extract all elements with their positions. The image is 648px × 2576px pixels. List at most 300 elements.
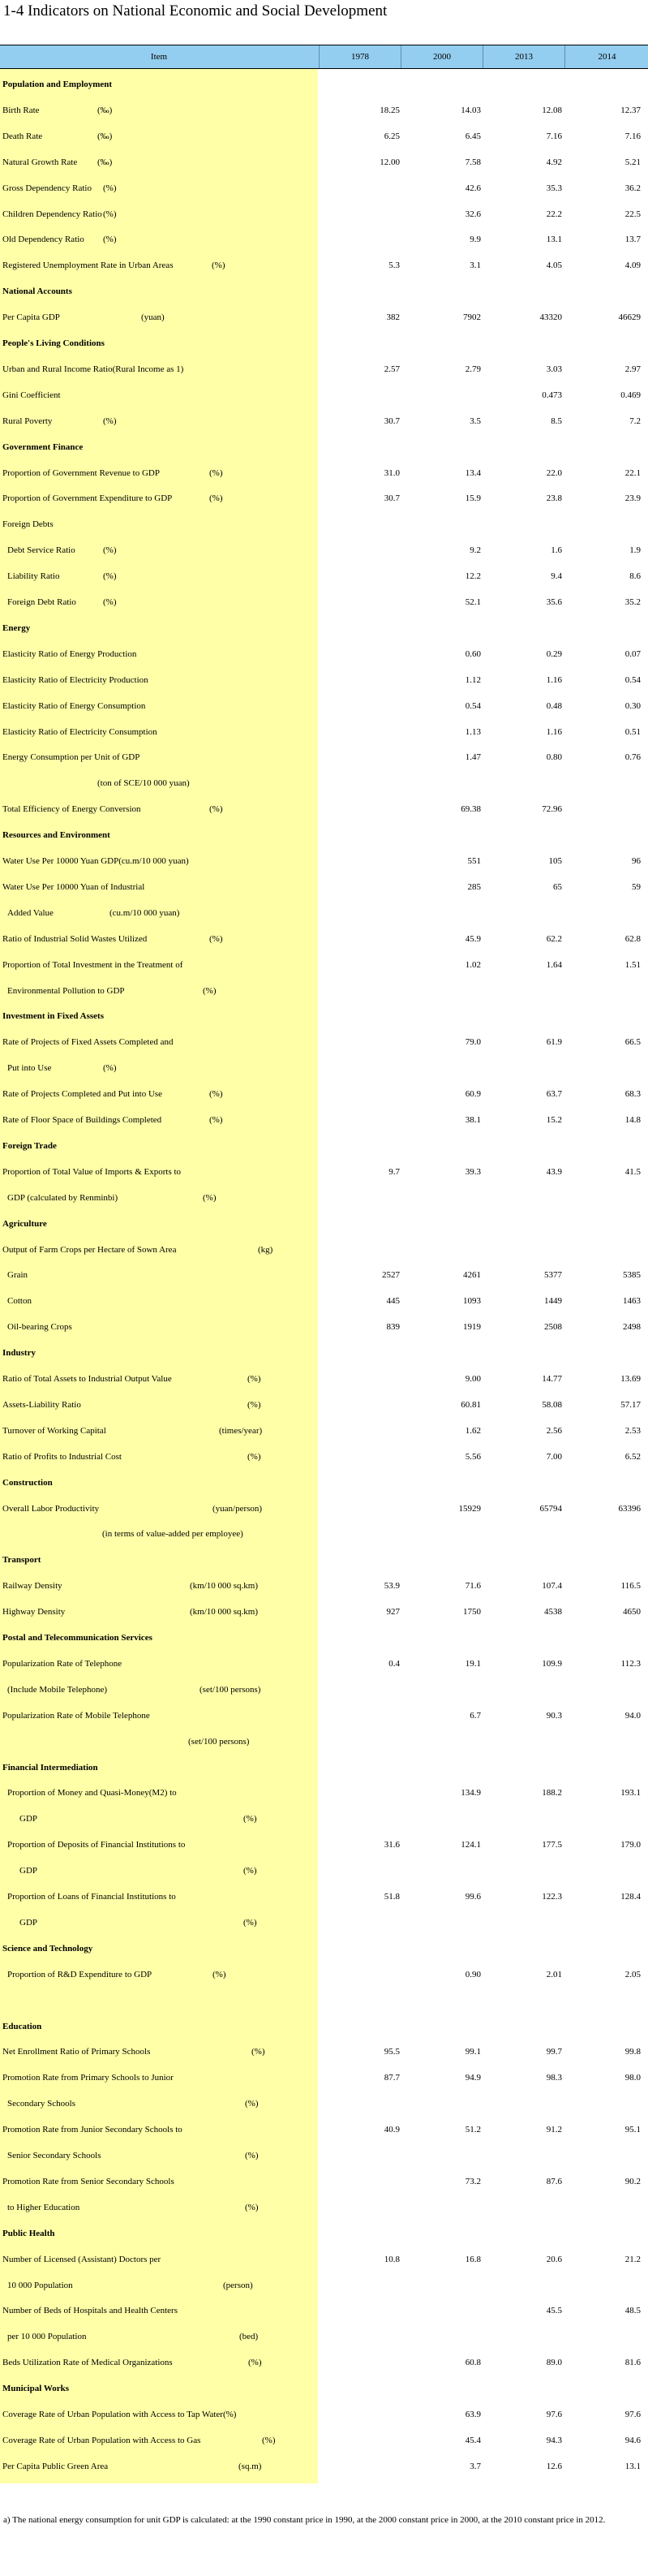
row-label: Energy Consumption per Unit of GDP [2, 752, 140, 763]
cell-2013: 22.2 [546, 209, 562, 219]
row-label: Elasticity Ratio of Electricity Consumption [2, 726, 157, 737]
row-label: Gini Coefficient [2, 390, 61, 400]
row-label: Popularization Rate of Mobile Telephone [2, 1710, 150, 1721]
row-label: Per Capita GDP [2, 312, 60, 323]
row-label: Net Enrollment Ratio of Primary Schools [2, 2047, 151, 2057]
table-row [0, 591, 648, 615]
cell-2014: 66.5 [624, 1037, 641, 1048]
table-row [0, 384, 648, 408]
row-label: Liability Ratio [7, 571, 60, 582]
cell-1978: 382 [386, 312, 400, 323]
table-row [0, 746, 648, 770]
cell-2000: 285 [467, 881, 481, 892]
cell-2014: 41.5 [624, 1166, 641, 1177]
row-label: 10 000 Population [7, 2280, 73, 2290]
table-row [0, 1781, 648, 1806]
table-row [0, 2429, 648, 2453]
cell-2013: 4538 [544, 1607, 562, 1618]
section-title: Industry [2, 1348, 36, 1359]
row-label: Per Capita Public Green Area [2, 2461, 109, 2471]
cell-2013: 2.56 [546, 1425, 562, 1436]
row-label: Children Dependency Ratio [2, 209, 102, 219]
table-row [0, 1859, 648, 1884]
row-unit: (%) [247, 1399, 261, 1410]
cell-2000: 4261 [463, 1270, 481, 1281]
row-label: Highway Density [2, 1607, 66, 1618]
row-label: Rate of Projects Completed and Put into Use [2, 1089, 163, 1100]
row-unit: (%) [209, 804, 223, 815]
table-row [0, 1574, 648, 1599]
row-label: Secondary Schools [7, 2099, 76, 2109]
cell-2000: 39.3 [465, 1166, 481, 1177]
cell-2014: 22.1 [624, 467, 641, 478]
cell-2000: 0.60 [465, 648, 481, 659]
table-row [0, 1187, 648, 1211]
cell-1978: 87.7 [384, 2073, 400, 2083]
table-row [0, 2144, 648, 2169]
cell-1978: 30.7 [384, 416, 400, 426]
cell-2014: 57.17 [620, 1399, 641, 1410]
table-row [0, 2170, 648, 2195]
section-row [0, 2015, 648, 2040]
row-unit: (%) [203, 1192, 217, 1203]
cell-2000: 1.02 [465, 959, 481, 970]
cell-2000: 15929 [458, 1503, 481, 1514]
cell-2014: 0.76 [624, 752, 641, 763]
section-title: Postal and Telecommunication Services [2, 1633, 152, 1643]
cell-2014: 68.3 [624, 1089, 641, 1100]
cell-2000: 2.79 [465, 364, 481, 374]
cell-2014: 7.2 [629, 416, 641, 426]
row-unit: (‰) [97, 157, 113, 167]
cell-1978: 0.4 [388, 1658, 400, 1669]
section-row [0, 1342, 648, 1366]
row-unit: (in terms of value-added per employee) [102, 1529, 243, 1540]
table-row [0, 1264, 648, 1288]
cell-1978: 445 [386, 1296, 400, 1307]
table-row [0, 2403, 648, 2427]
row-label: Rural Poverty [2, 416, 53, 426]
cell-2013: 12.08 [542, 105, 562, 115]
cell-2014: 48.5 [624, 2306, 641, 2316]
cell-2014: 128.4 [620, 1892, 641, 1902]
cell-2013: 0.29 [546, 648, 562, 659]
cell-2014: 8.6 [629, 571, 641, 582]
cell-2000: 6.45 [465, 131, 481, 141]
table-row [0, 850, 648, 874]
cell-2013: 13.1 [546, 235, 562, 245]
header-item: Item [150, 52, 168, 62]
table-row [0, 1652, 648, 1677]
cell-2000: 45.9 [465, 933, 481, 944]
cell-2014: 13.69 [620, 1374, 641, 1384]
cell-2000: 73.2 [465, 2176, 481, 2186]
cell-1978: 51.8 [384, 1892, 400, 1902]
cell-2013: 0.48 [546, 700, 562, 711]
cell-2000: 45.4 [465, 2435, 481, 2445]
cell-1978: 30.7 [384, 493, 400, 504]
cell-2000: 19.1 [465, 1658, 481, 1669]
row-unit: (%) [209, 933, 223, 944]
table-row [0, 1963, 648, 1988]
cell-2000: 3.1 [470, 261, 481, 271]
row-label: Water Use Per 10000 Yuan of Industrial [2, 881, 145, 892]
header-2013: 2013 [483, 45, 564, 68]
row-unit: (set/100 persons) [200, 1684, 261, 1695]
cell-2013: 98.3 [546, 2073, 562, 2083]
table-row [0, 2066, 648, 2091]
row-label: Beds Utilization Rate of Medical Organizations [2, 2358, 173, 2368]
cell-2013: 1449 [544, 1296, 562, 1307]
section-row [0, 2222, 648, 2246]
cell-2013: 94.3 [546, 2435, 562, 2445]
table-row [0, 772, 648, 796]
row-unit: (%) [243, 1917, 257, 1928]
cell-2014: 0.51 [624, 726, 641, 737]
row-unit: (%) [103, 571, 117, 582]
row-unit: (bed) [239, 2332, 259, 2342]
row-label: Popularization Rate of Telephone [2, 1658, 122, 1669]
row-label: Elasticity Ratio of Energy Production [2, 648, 137, 659]
cell-2013: 23.8 [546, 493, 562, 504]
cell-2013: 3.03 [546, 364, 562, 374]
cell-2014: 59 [632, 881, 641, 892]
row-label: Proportion of Government Expenditure to GDP [2, 493, 173, 504]
row-label: GDP [19, 1866, 38, 1876]
row-label: Proportion of Total Value of Imports & Exports to [2, 1166, 182, 1177]
cell-1978: 927 [386, 1607, 400, 1618]
cell-2000: 0.90 [465, 1969, 481, 1979]
cell-2014: 13.7 [624, 235, 641, 245]
cell-2000: 60.81 [461, 1399, 481, 1410]
table-row [0, 1031, 648, 1055]
cell-1978: 839 [386, 1322, 400, 1333]
cell-2013: 105 [548, 856, 562, 866]
row-label: Cotton [7, 1296, 32, 1307]
table-row [0, 902, 648, 926]
row-label: Ratio of Profits to Industrial Cost [2, 1451, 122, 1462]
row-label: Rate of Floor Space of Buildings Completed [2, 1115, 162, 1125]
row-unit: (%) [243, 1866, 257, 1876]
cell-2000: 38.1 [465, 1115, 481, 1125]
table-row [0, 177, 648, 201]
cell-2013: 5377 [544, 1270, 562, 1281]
cell-2014: 96 [632, 856, 641, 866]
row-label: Registered Unemployment Rate in Urban Areas [2, 261, 174, 271]
cell-2000: 79.0 [465, 1037, 481, 1048]
cell-2014: 2498 [623, 1322, 641, 1333]
cell-2013: 62.2 [546, 933, 562, 944]
table-row [0, 798, 648, 822]
table-row [0, 539, 648, 563]
row-label: Proportion of Government Revenue to GDP [2, 467, 160, 478]
cell-2014: 5.21 [624, 157, 641, 167]
table-row [0, 1368, 648, 1392]
cell-2000: 16.8 [465, 2254, 481, 2264]
cell-2013: 58.08 [542, 1399, 562, 1410]
row-unit: (‰) [97, 131, 113, 141]
row-label: Promotion Rate from Primary Schools to Junior [2, 2073, 174, 2083]
row-label: Turnover of Working Capital [2, 1425, 106, 1436]
cell-2000: 9.2 [470, 545, 481, 556]
table-row [0, 2040, 648, 2065]
row-unit: (%) [262, 2435, 276, 2445]
cell-2013: 2.01 [546, 1969, 562, 1979]
section-title: Population and Employment [2, 80, 113, 89]
row-label: Urban and Rural Income Ratio(Rural Income as 1) [2, 364, 184, 374]
cell-2014: 95.1 [624, 2125, 641, 2135]
cell-2013: 65794 [539, 1503, 562, 1514]
cell-2014: 1.51 [624, 959, 641, 970]
cell-2014: 4.09 [624, 261, 641, 271]
cell-2014: 4650 [623, 1607, 641, 1618]
table-row [0, 1704, 648, 1729]
header-2014: 2014 [564, 45, 648, 68]
row-label: GDP (calculated by Renminbi) [7, 1192, 118, 1203]
row-label: (Include Mobile Telephone) [7, 1684, 108, 1695]
section-title: People's Living Conditions [2, 338, 105, 348]
cell-2014: 2.53 [624, 1425, 641, 1436]
row-label: Elasticity Ratio of Electricity Production [2, 674, 148, 685]
row-unit: (‰) [97, 105, 113, 115]
cell-2014: 94.6 [624, 2435, 641, 2445]
section-row [0, 1471, 648, 1496]
cell-2014: 112.3 [620, 1658, 641, 1669]
cell-2013: 90.3 [546, 1710, 562, 1721]
cell-2014: 90.2 [624, 2176, 641, 2186]
section-row [0, 1549, 648, 1573]
cell-2014: 99.8 [624, 2047, 641, 2057]
section-title: Transport [2, 1555, 41, 1566]
row-label: Coverage Rate of Urban Population with Access to Gas [2, 2435, 201, 2445]
cell-1978: 12.00 [380, 157, 400, 167]
cell-2000: 42.6 [465, 183, 481, 193]
cell-2000: 1.47 [465, 752, 481, 763]
cell-2000: 69.38 [461, 804, 481, 815]
cell-2013: 1.64 [546, 959, 562, 970]
table-row [0, 980, 648, 1004]
row-unit: (%) [245, 2151, 259, 2160]
row-unit: (cu.m/10 000 yuan) [109, 907, 180, 918]
section-title: Government Finance [2, 442, 84, 452]
row-label: Overall Labor Productivity [2, 1503, 100, 1514]
cell-2014: 0.54 [624, 674, 641, 685]
row-unit: (km/10 000 sq.km) [190, 1607, 259, 1618]
row-unit: (km/10 000 sq.km) [190, 1581, 259, 1592]
cell-1978: 6.25 [384, 131, 400, 141]
cell-2013: 15.2 [546, 1115, 562, 1125]
cell-1978: 9.7 [388, 1166, 400, 1177]
row-label: Added Value [7, 907, 54, 918]
table-row [0, 1730, 648, 1755]
row-unit: (%) [103, 416, 117, 426]
cell-2000: 551 [467, 856, 481, 866]
cell-2014: 97.6 [624, 2410, 641, 2419]
section-row [0, 824, 648, 848]
table-row [0, 2118, 648, 2143]
row-unit: (%) [212, 261, 225, 271]
section-title: Financial Intermediation [2, 1762, 98, 1773]
cell-2013: 87.6 [546, 2176, 562, 2186]
cell-2000: 13.4 [465, 467, 481, 478]
cell-2013: 188.2 [542, 1788, 562, 1798]
cell-2000: 6.7 [470, 1710, 481, 1721]
cell-2013: 122.3 [542, 1892, 562, 1902]
row-label: Water Use Per 10000 Yuan GDP(cu.m/10 000 yuan) [2, 856, 189, 866]
row-label: Foreign Debts [2, 519, 54, 530]
row-unit: (%) [209, 493, 223, 504]
row-label: Debt Service Ratio [7, 545, 75, 556]
cell-2000: 52.1 [465, 597, 481, 607]
cell-2014: 193.1 [620, 1788, 641, 1798]
row-label: Grain [7, 1270, 28, 1281]
row-unit: (%) [103, 545, 117, 556]
cell-2014: 94.0 [624, 1710, 641, 1721]
section-row [0, 332, 648, 356]
cell-2000: 32.6 [465, 209, 481, 219]
section-title: Agriculture [2, 1218, 47, 1229]
cell-2014: 22.5 [624, 209, 641, 219]
row-unit: (%) [103, 597, 117, 607]
table-row [0, 1807, 648, 1832]
cell-2013: 2508 [544, 1322, 562, 1333]
cell-1978: 53.9 [384, 1581, 400, 1592]
section-title: Energy [2, 622, 31, 633]
cell-2013: 63.7 [546, 1089, 562, 1100]
cell-1978: 31.6 [384, 1840, 400, 1850]
row-label: Proportion of Total Investment in the Treatment of [2, 959, 183, 970]
cell-2014: 81.6 [624, 2358, 641, 2368]
cell-2000: 99.6 [465, 1892, 481, 1902]
cell-2014: 98.0 [624, 2073, 641, 2083]
cell-2013: 7.16 [546, 131, 562, 141]
table-row [0, 643, 648, 667]
row-unit: (%) [103, 209, 117, 219]
cell-2013: 4.92 [546, 157, 562, 167]
cell-2000: 1919 [463, 1322, 481, 1333]
cell-2013: 0.80 [546, 752, 562, 763]
cell-2013: 72.96 [542, 804, 562, 815]
row-label: Rate of Projects of Fixed Assets Completed and [2, 1037, 174, 1048]
table-row [0, 1057, 648, 1081]
table-row [0, 306, 648, 330]
table-row [0, 1161, 648, 1185]
row-label: per 10 000 Population [7, 2332, 87, 2342]
section-row [0, 1135, 648, 1159]
cell-2000: 14.03 [461, 105, 481, 115]
section-row [0, 2377, 648, 2402]
row-label: GDP [19, 1917, 38, 1928]
section-row [0, 73, 648, 97]
table-row [0, 1833, 648, 1858]
row-unit: (%) [247, 1374, 261, 1384]
cell-2014: 35.2 [624, 597, 641, 607]
row-label: Natural Growth Rate [2, 157, 78, 167]
section-row [0, 1756, 648, 1781]
cell-2013: 107.4 [542, 1581, 562, 1592]
table-row [0, 125, 648, 149]
row-label: Proportion of R&D Expenditure to GDP [7, 1969, 152, 1979]
table-row [0, 2274, 648, 2298]
cell-2014: 21.2 [624, 2254, 641, 2264]
table-row [0, 1989, 648, 2014]
cell-2014: 36.2 [624, 183, 641, 193]
header-1978: 1978 [319, 45, 401, 68]
cell-2014: 62.8 [624, 933, 641, 944]
table-row [0, 954, 648, 978]
row-label: Oil-bearing Crops [7, 1322, 72, 1333]
cell-2014: 2.97 [624, 364, 641, 374]
cell-2000: 5.56 [465, 1451, 481, 1462]
section-title: National Accounts [2, 286, 72, 297]
cell-2014: 2.05 [624, 1969, 641, 1979]
row-unit: (%) [209, 1089, 223, 1100]
cell-2013: 12.6 [546, 2461, 562, 2471]
table-row [0, 99, 648, 123]
table-row [0, 2248, 648, 2272]
cell-1978: 31.0 [384, 467, 400, 478]
table-row [0, 487, 648, 511]
table-row [0, 2351, 648, 2376]
table-row [0, 254, 648, 278]
cell-2013: 43320 [539, 312, 562, 323]
cell-2000: 1093 [463, 1296, 481, 1307]
row-unit: (%) [103, 183, 117, 193]
row-label: Put into Use [7, 1063, 52, 1074]
row-label: GDP [19, 1814, 38, 1824]
cell-2000: 0.54 [465, 700, 481, 711]
section-row [0, 1213, 648, 1237]
cell-2014: 23.9 [624, 493, 641, 504]
cell-2013: 1.16 [546, 726, 562, 737]
row-label: to Higher Education [7, 2202, 80, 2212]
table-row [0, 695, 648, 719]
table-row [0, 721, 648, 745]
row-unit: (%) [209, 467, 223, 478]
table-row [0, 358, 648, 382]
cell-2014: 1.9 [629, 545, 641, 556]
row-unit: (set/100 persons) [188, 1736, 250, 1747]
cell-2000: 60.9 [465, 1089, 481, 1100]
cell-2014: 0.469 [620, 390, 641, 400]
table-row [0, 1083, 648, 1107]
table-row [0, 669, 648, 693]
row-unit: (%) [247, 1451, 261, 1462]
row-label: Proportion of Money and Quasi-Money(M2) to [7, 1788, 177, 1798]
row-unit: (yuan) [141, 312, 165, 323]
cell-2014: 46629 [618, 312, 641, 323]
cell-1978: 40.9 [384, 2125, 400, 2135]
table-row [0, 1238, 648, 1263]
row-unit: (%) [103, 235, 117, 245]
cell-2000: 1.12 [465, 674, 481, 685]
row-label: Promotion Rate from Junior Secondary Schools to [2, 2125, 182, 2135]
cell-2014: 63396 [618, 1503, 641, 1514]
section-row [0, 280, 648, 304]
row-label: Elasticity Ratio of Energy Consumption [2, 700, 146, 711]
table-row [0, 2299, 648, 2324]
table-row [0, 1600, 648, 1625]
cell-2013: 45.5 [546, 2306, 562, 2316]
cell-2014: 14.8 [624, 1115, 641, 1125]
cell-2000: 12.2 [465, 571, 481, 582]
table-row [0, 565, 648, 589]
page-title: 1-4 Indicators on National Economic and Social Development [3, 2, 388, 19]
table-row [0, 2196, 648, 2221]
row-unit: (%) [245, 2202, 259, 2212]
row-unit: (%) [103, 1063, 117, 1074]
cell-2000: 124.1 [461, 1840, 481, 1850]
